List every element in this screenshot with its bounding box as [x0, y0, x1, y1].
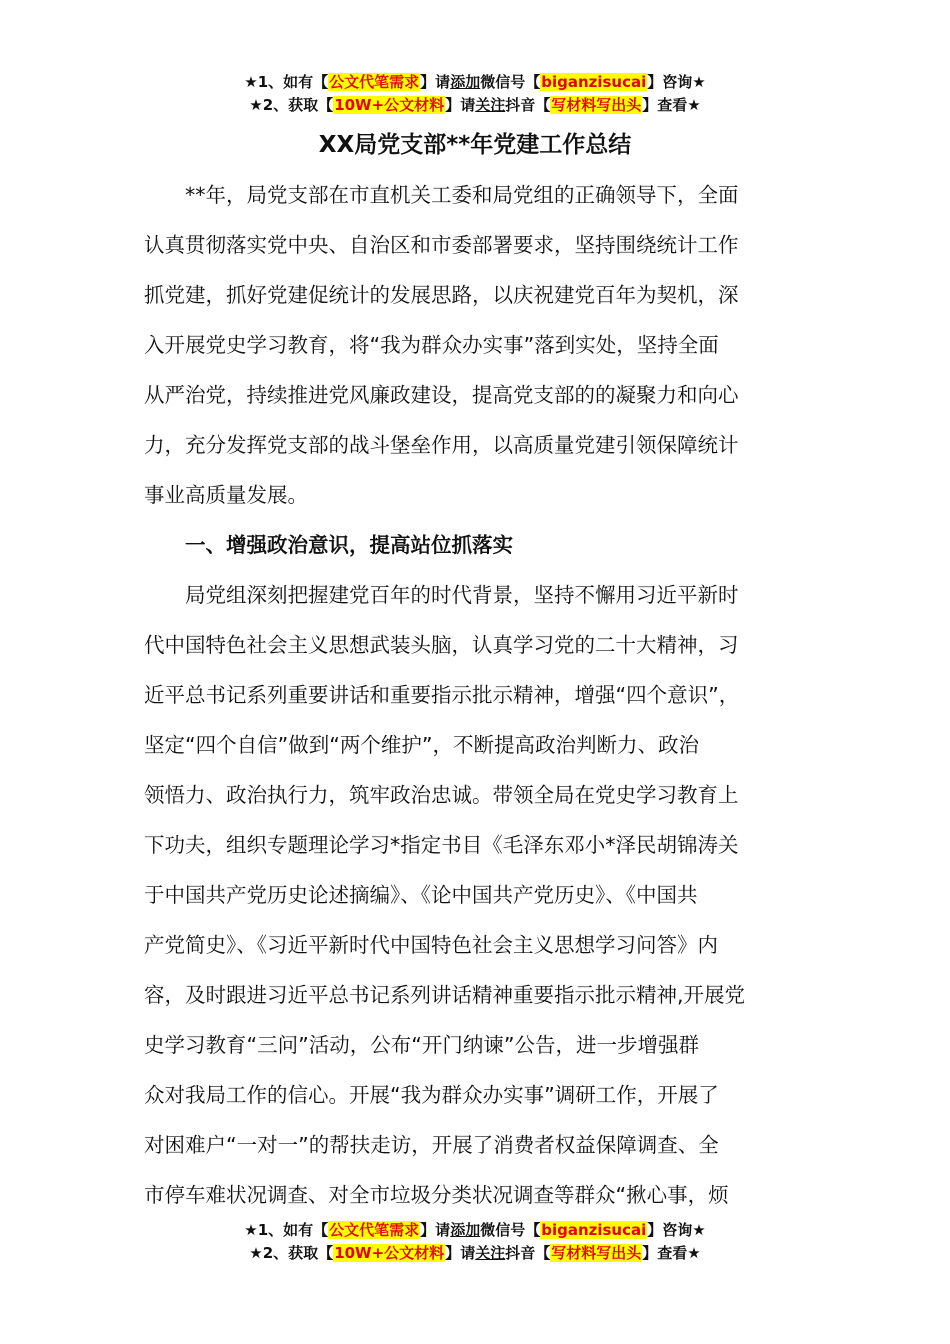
promo-text: 】请	[445, 1244, 476, 1262]
promo-underlined: 关注	[475, 96, 506, 114]
text-line: 史学习教育“三问”活动，公布“开门纳谏”公告，进一步增强群	[144, 1033, 699, 1057]
promo-text: 】请	[420, 1221, 451, 1239]
promo-highlight: 公文代笔需求	[329, 1221, 420, 1239]
promo-text: 】咨询★	[647, 1221, 706, 1239]
text-line: 领悟力、政治执行力，筑牢政治忠诚。带领全局在党史学习教育上	[144, 783, 739, 807]
text-line: 众对我局工作的信心。开展“我为群众办实事”调研工作，开展了	[144, 1083, 719, 1107]
document-title: XX局党支部**年党建工作总结	[318, 132, 632, 158]
text-line: 入开展党史学习教育，将“我为群众办实事”落到实处，坚持全面	[144, 333, 719, 357]
promo-text: 微信号【	[480, 1221, 541, 1239]
text-line: 于中国共产党历史论述摘编》、《论中国共产党历史》、《中国共	[144, 883, 698, 907]
text-line: 抓党建，抓好党建促统计的发展思路，以庆祝建党百年为契机，深	[144, 283, 739, 307]
promo-highlight: biganzisucai	[541, 1221, 647, 1239]
text-line: **年，局党支部在市直机关工委和局党组的正确领导下，全面	[144, 183, 739, 207]
promo-text: ★1、如有【	[244, 73, 329, 91]
text-line: 容，及时跟进习近平总书记系列讲话精神重要指示批示精神,开展党	[144, 983, 746, 1007]
text-line: 产党简史》、《习近平新时代中国特色社会主义思想学习问答》内	[144, 933, 718, 957]
promo-banner-line-2	[0, 94, 950, 116]
text-line: 近平总书记系列重要讲话和重要指示批示精神，增强“四个意识”，	[144, 683, 740, 707]
text-line: 从严治党，持续推进党风廉政建设，提高党支部的的凝聚力和向心	[144, 383, 739, 407]
promo-underlined: 关注	[475, 1244, 506, 1262]
promo-text: 】请	[420, 73, 451, 91]
text-line: 下功夫，组织专题理论学习*指定书目《毛泽东邓小*泽民胡锦涛关	[144, 833, 739, 857]
text-line: 力，充分发挥党支部的战斗堡垒作用，以高质量党建引领保障统计	[144, 433, 739, 457]
text-line: 局党组深刻把握建党百年的时代背景，坚持不懈用习近平新时	[144, 583, 739, 607]
promo-text: ★1、如有【	[244, 1221, 329, 1239]
text-line: 坚定“四个自信”做到“两个维护”，不断提高政治判断力、政治	[144, 733, 699, 757]
promo-banner-line-1	[0, 71, 950, 93]
promo-banner-line-2-bottom	[0, 1242, 950, 1264]
promo-banner-line-1-bottom	[0, 1219, 950, 1241]
text-line: 认真贯彻落实党中央、自治区和市委部署要求，坚持围绕统计工作	[144, 233, 739, 257]
text-line: 代中国特色社会主义思想武装头脑，认真学习党的二十大精神，习	[144, 633, 739, 657]
promo-highlight: 公文代笔需求	[329, 73, 420, 91]
promo-text: 】请	[445, 96, 476, 114]
promo-text: 抖音【	[505, 1244, 551, 1262]
promo-underlined: 添加	[450, 1221, 481, 1239]
promo-text: ★2、获取【	[249, 96, 334, 114]
text-line: 事业高质量发展。	[144, 483, 308, 507]
promo-text: 抖音【	[505, 96, 551, 114]
promo-text: 】查看★	[642, 1244, 701, 1262]
promo-highlight: biganzisucai	[541, 73, 647, 91]
promo-highlight: 10W+公文材料	[334, 96, 445, 114]
text-line: 对困难户“一对一”的帮扶走访，开展了消费者权益保障调查、全	[144, 1133, 719, 1157]
promo-underlined: 添加	[450, 73, 481, 91]
text-line: 市停车难状况调查、对全市垃圾分类状况调查等群众“揪心事，烦	[144, 1183, 729, 1207]
promo-text: 】查看★	[642, 96, 701, 114]
promo-text: 微信号【	[480, 73, 541, 91]
section-heading: 一、增强政治意识，提高站位抓落实	[144, 533, 513, 557]
promo-highlight: 写材料写出头	[551, 96, 642, 114]
paragraph-intro	[144, 170, 809, 1220]
promo-text: ★2、获取【	[249, 1244, 334, 1262]
promo-text: 】咨询★	[647, 73, 706, 91]
promo-highlight: 写材料写出头	[551, 1244, 642, 1262]
promo-highlight: 10W+公文材料	[334, 1244, 445, 1262]
